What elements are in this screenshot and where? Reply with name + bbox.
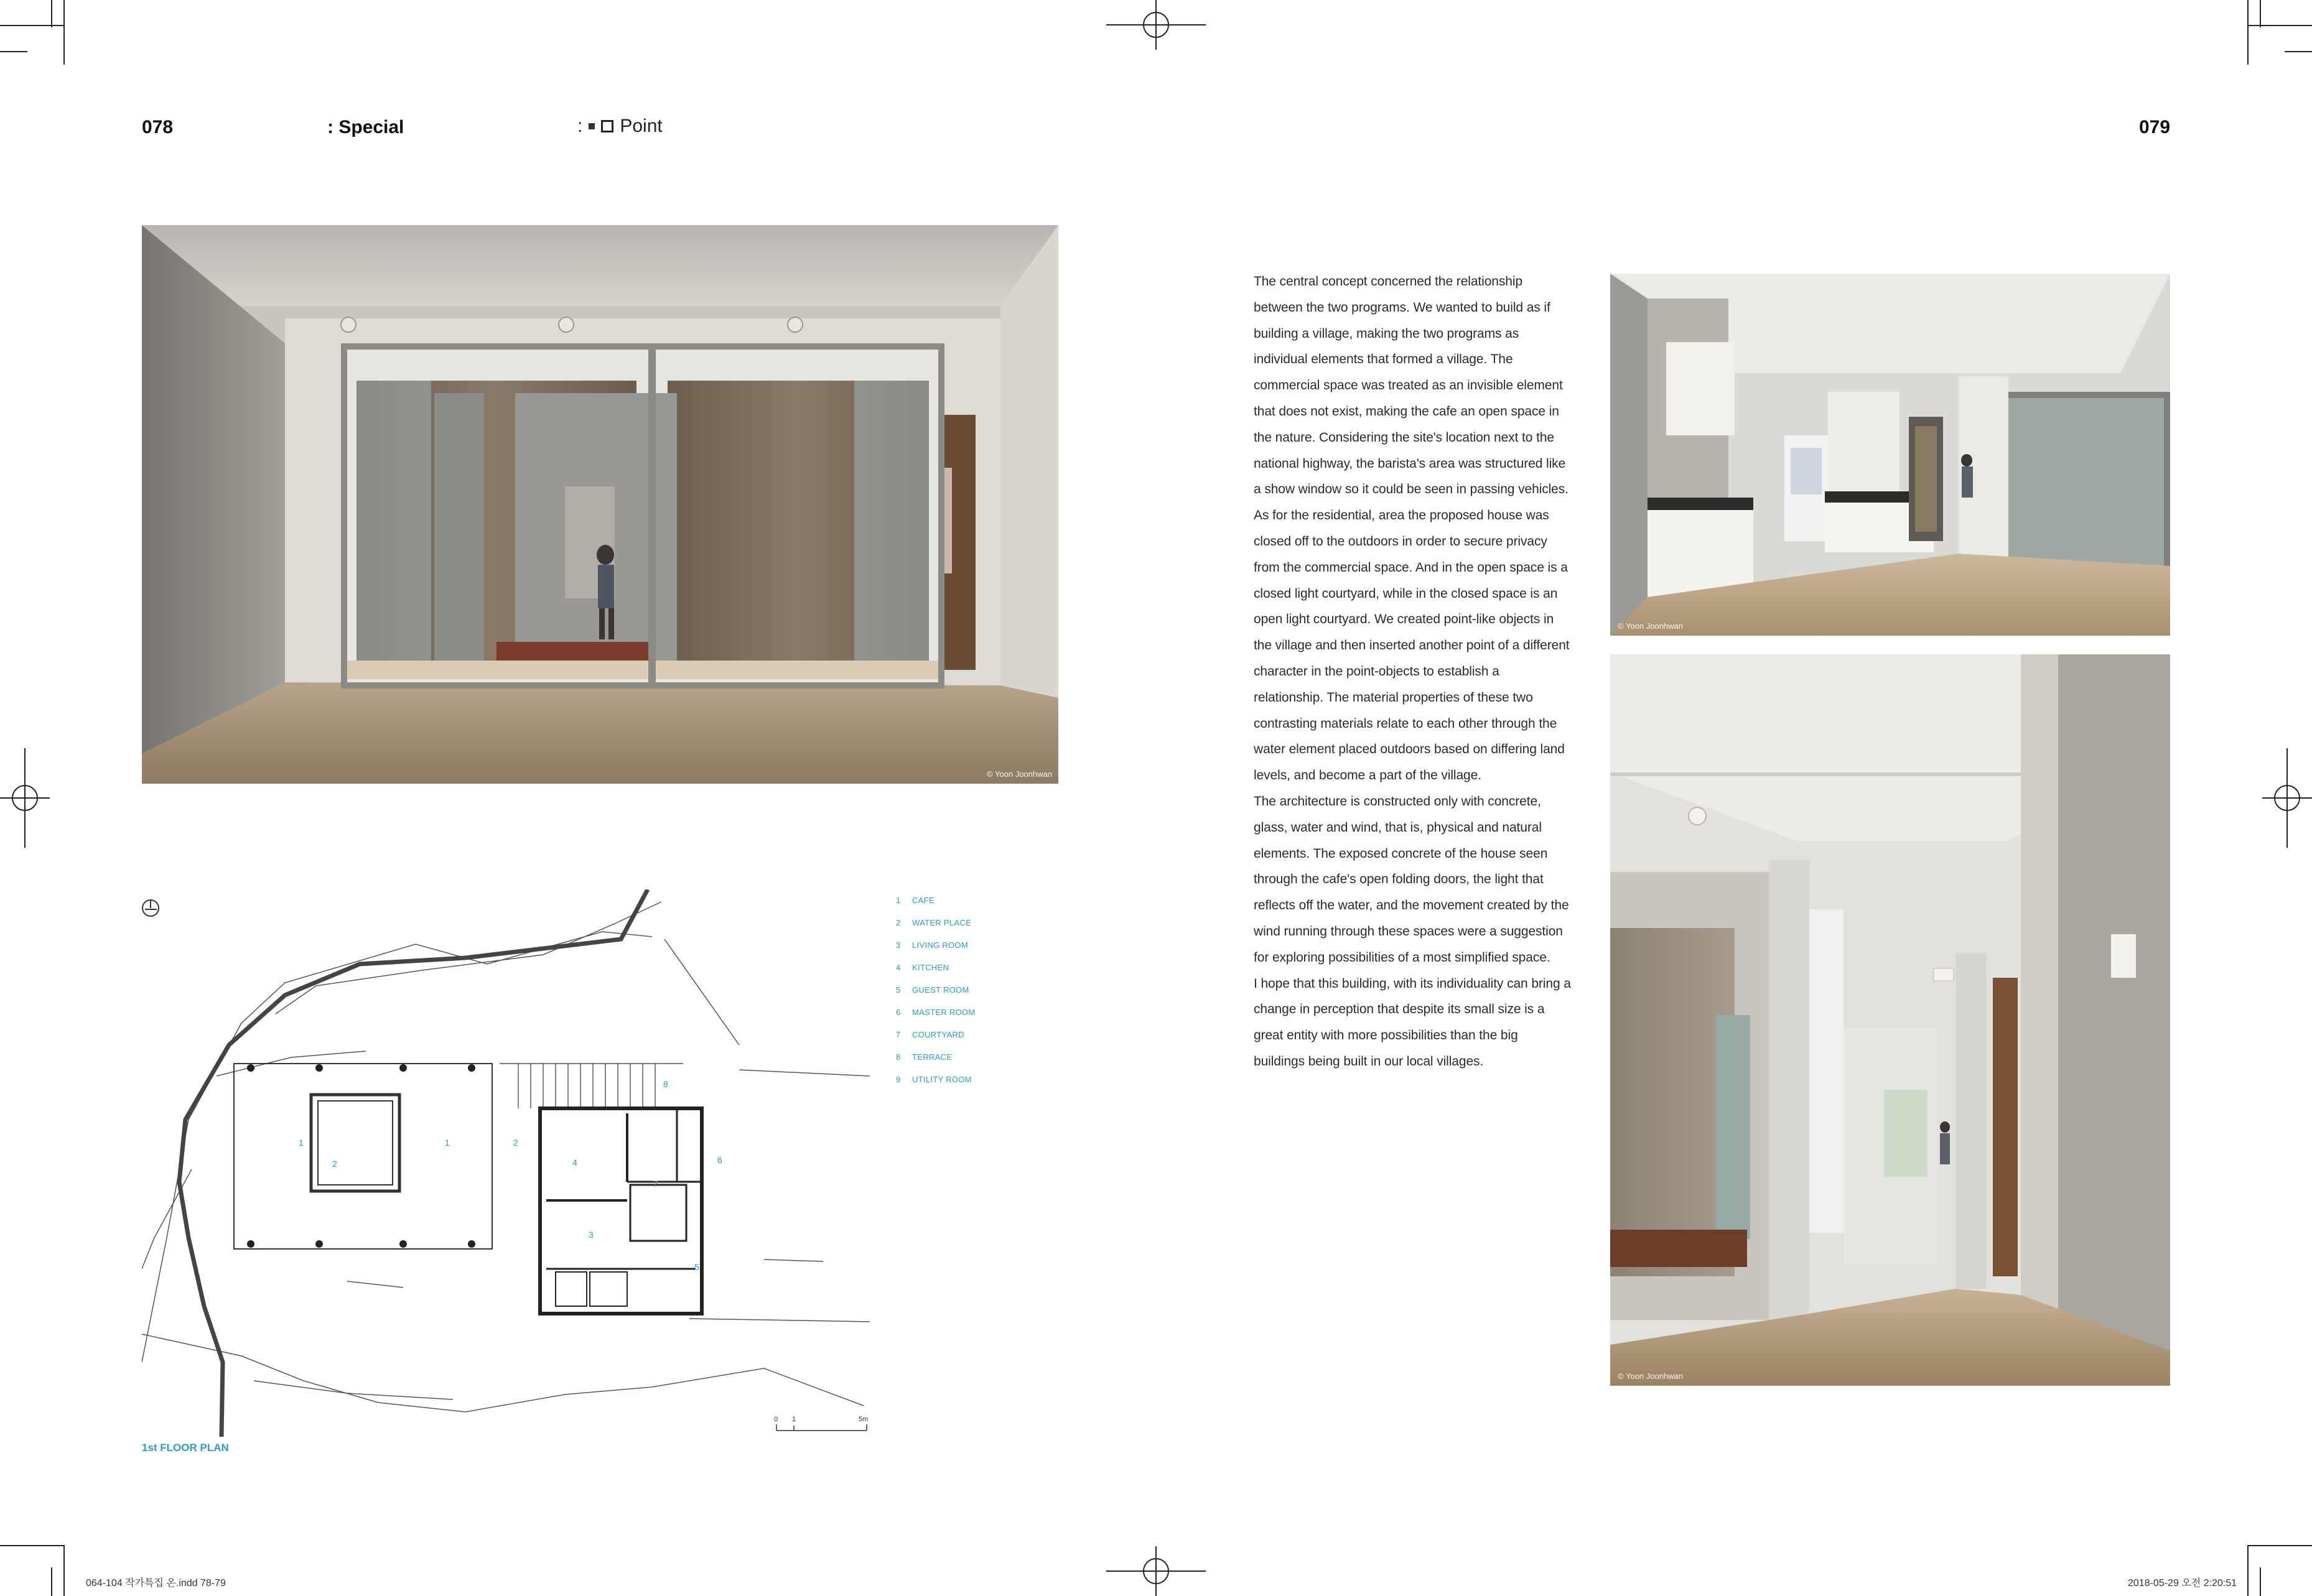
plan-title: 1st FLOOR PLAN bbox=[142, 1442, 229, 1454]
floor-plan bbox=[142, 889, 870, 1437]
plan-label: 3 bbox=[589, 1230, 594, 1240]
scale-1: 1 bbox=[792, 1416, 796, 1423]
scale-0: 0 bbox=[774, 1416, 778, 1423]
legend-item: 4 KITCHEN bbox=[896, 963, 949, 972]
photo-credit: © Yoon Joonhwan bbox=[1618, 621, 1684, 631]
tag-prefix: : bbox=[577, 116, 583, 136]
kitchen-photo-illustration bbox=[1610, 274, 2170, 636]
plan-label: 1 bbox=[299, 1138, 304, 1148]
paragraph: I hope that this building, with its individuality can bring a change in perception that despite its small size is a great entity with more possibilities than the big buildings being built in our local villages. bbox=[1254, 976, 1571, 1069]
plan-label: 6 bbox=[717, 1155, 722, 1165]
footer-timestamp: 2018-05-29 오전 2:20:51 bbox=[2128, 1578, 2237, 1589]
paragraph: The central concept concerned the relationship between the two programs. We wanted to build as if building a village, making the two programs as individual elements that formed a village. The commercial space was treated as an invisible element that does not exist, making the cafe an open space in the nature. Considering the site's location next to the national highway, the barista's area was structured like a show window so it could be seen in passing vehicles. As for the residential, area the proposed house was closed off to the outdoors in order to secure privacy from the commercial space. And in the open space is a closed light courtyard, while in the closed space is an open light courtyard. We created point-like objects in the village and then inserted another point of a different character in the point-objects to establish a relationship. The material properties of these two contrasting materials relate to each other through the water element placed outdoors based on differing land levels, and become a part of the village. bbox=[1254, 274, 1570, 783]
photo-credit: © Yoon Joonhwan bbox=[1618, 1371, 1684, 1381]
legend-item: 3 LIVING ROOM bbox=[896, 940, 968, 950]
scale-5: 5m bbox=[859, 1416, 869, 1423]
corridor-photo-illustration bbox=[1610, 654, 2170, 1386]
floor-plan-drawing bbox=[142, 889, 870, 1437]
page-number-right: 079 bbox=[2139, 117, 2171, 137]
photo-corridor bbox=[1610, 654, 2170, 1386]
north-arrow-icon bbox=[142, 900, 159, 916]
legend-item: 9 UTILITY ROOM bbox=[896, 1075, 972, 1084]
plan-label: 4 bbox=[572, 1158, 577, 1167]
tag-text: Point bbox=[620, 116, 663, 136]
page-number-left: 078 bbox=[142, 117, 174, 137]
legend-item: 8 TERRACE bbox=[896, 1052, 953, 1062]
plan-label: 2 bbox=[513, 1138, 518, 1148]
article-body bbox=[1254, 269, 1571, 1075]
plan-legend bbox=[896, 896, 976, 1097]
plan-label: 2 bbox=[332, 1159, 337, 1169]
footer-file-slug: 064-104 작가특집 온.indd 78-79 bbox=[86, 1578, 226, 1589]
courtyard-photo-illustration bbox=[142, 225, 1058, 784]
section-label: : Special bbox=[327, 117, 404, 137]
photo-courtyard-view bbox=[142, 225, 1058, 784]
plan-label: 7 bbox=[653, 1179, 658, 1189]
legend-item: 5 GUEST ROOM bbox=[896, 985, 969, 995]
plan-label: 1 bbox=[445, 1138, 450, 1148]
photo-credit: © Yoon Joonhwan bbox=[986, 769, 1052, 779]
legend-item: 7 COURTYARD bbox=[896, 1030, 964, 1039]
photo-kitchen bbox=[1610, 274, 2170, 636]
legend-item: 1 CAFE bbox=[896, 896, 935, 905]
plan-label: 5 bbox=[694, 1262, 699, 1272]
paragraph: The architecture is constructed only with concrete, glass, water and wind, that is, physical and natural elements. The exposed concrete of the house seen through the cafe's open folding doors, the light that reflects off the water, and the movement created by the wind running through these spaces were a suggestion for exploring possibilities of a most simplified space. bbox=[1254, 794, 1569, 965]
plan-label: 8 bbox=[663, 1079, 668, 1089]
scale-bar bbox=[776, 1424, 867, 1431]
tag-label bbox=[577, 116, 663, 137]
legend-item: 2 WATER PLACE bbox=[896, 918, 972, 927]
legend-item: 6 MASTER ROOM bbox=[896, 1008, 976, 1017]
small-square-icon bbox=[589, 123, 595, 129]
point-square-icon bbox=[601, 120, 613, 132]
